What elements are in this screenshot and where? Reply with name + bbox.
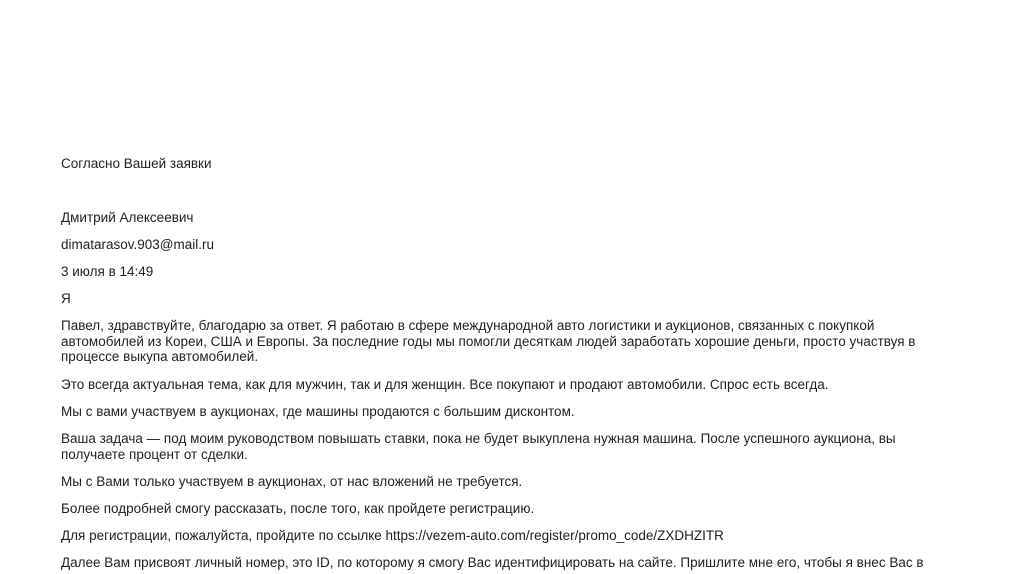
paragraph-registration: Для регистрации, пожалуйста, пройдите по ссылке https://vezem-auto.com/register/promo_code/ZXDHZITR xyxy=(61,528,724,543)
recipient-marker: Я xyxy=(61,291,71,306)
paragraph-relevance: Это всегда актуальная тема, как для мужчин, так и для женщин. Все покупают и продают автомобили. Спрос есть всегда. xyxy=(61,377,829,392)
paragraph-task: Ваша задача — под моим руководством повышать ставки, пока не будет выкуплена нужная машина. После успешного аукциона, вы получаете процент от сделки. xyxy=(61,431,896,462)
paragraph-no-investment: Мы с Вами только участвуем в аукционах, от нас вложений не требуется. xyxy=(61,474,523,489)
message-date: 3 июля в 14:49 xyxy=(61,264,154,279)
paragraph-details: Более подробней смогу рассказать, после того, как пройдете регистрацию. xyxy=(61,501,535,516)
paragraph-intro: Павел, здравствуйте, благодарю за ответ. Я работаю в сфере международной авто логистики и аукционов, связанных с покупкой автомобилей из Кореи, США и Европы. За последние годы мы помогли десяткам людей заработать хорошие деньги, просто участвуя в процессе выкупа автомобилей. xyxy=(61,318,916,364)
paragraph-id: Далее Вам присвоят личный номер, это ID, по которому я смогу Вас идентифицировать на сайте. Пришлите мне его, чтобы я внес Вас в xyxy=(61,555,924,570)
paragraph-auctions: Мы с вами участвуем в аукционах, где машины продаются с большим дисконтом. xyxy=(61,404,575,419)
document-heading: Согласно Вашей заявки xyxy=(61,156,212,171)
email-document xyxy=(61,0,961,574)
sender-name: Дмитрий Алексеевич xyxy=(61,210,194,225)
sender-email: dimatarasov.903@mail.ru xyxy=(61,237,215,252)
